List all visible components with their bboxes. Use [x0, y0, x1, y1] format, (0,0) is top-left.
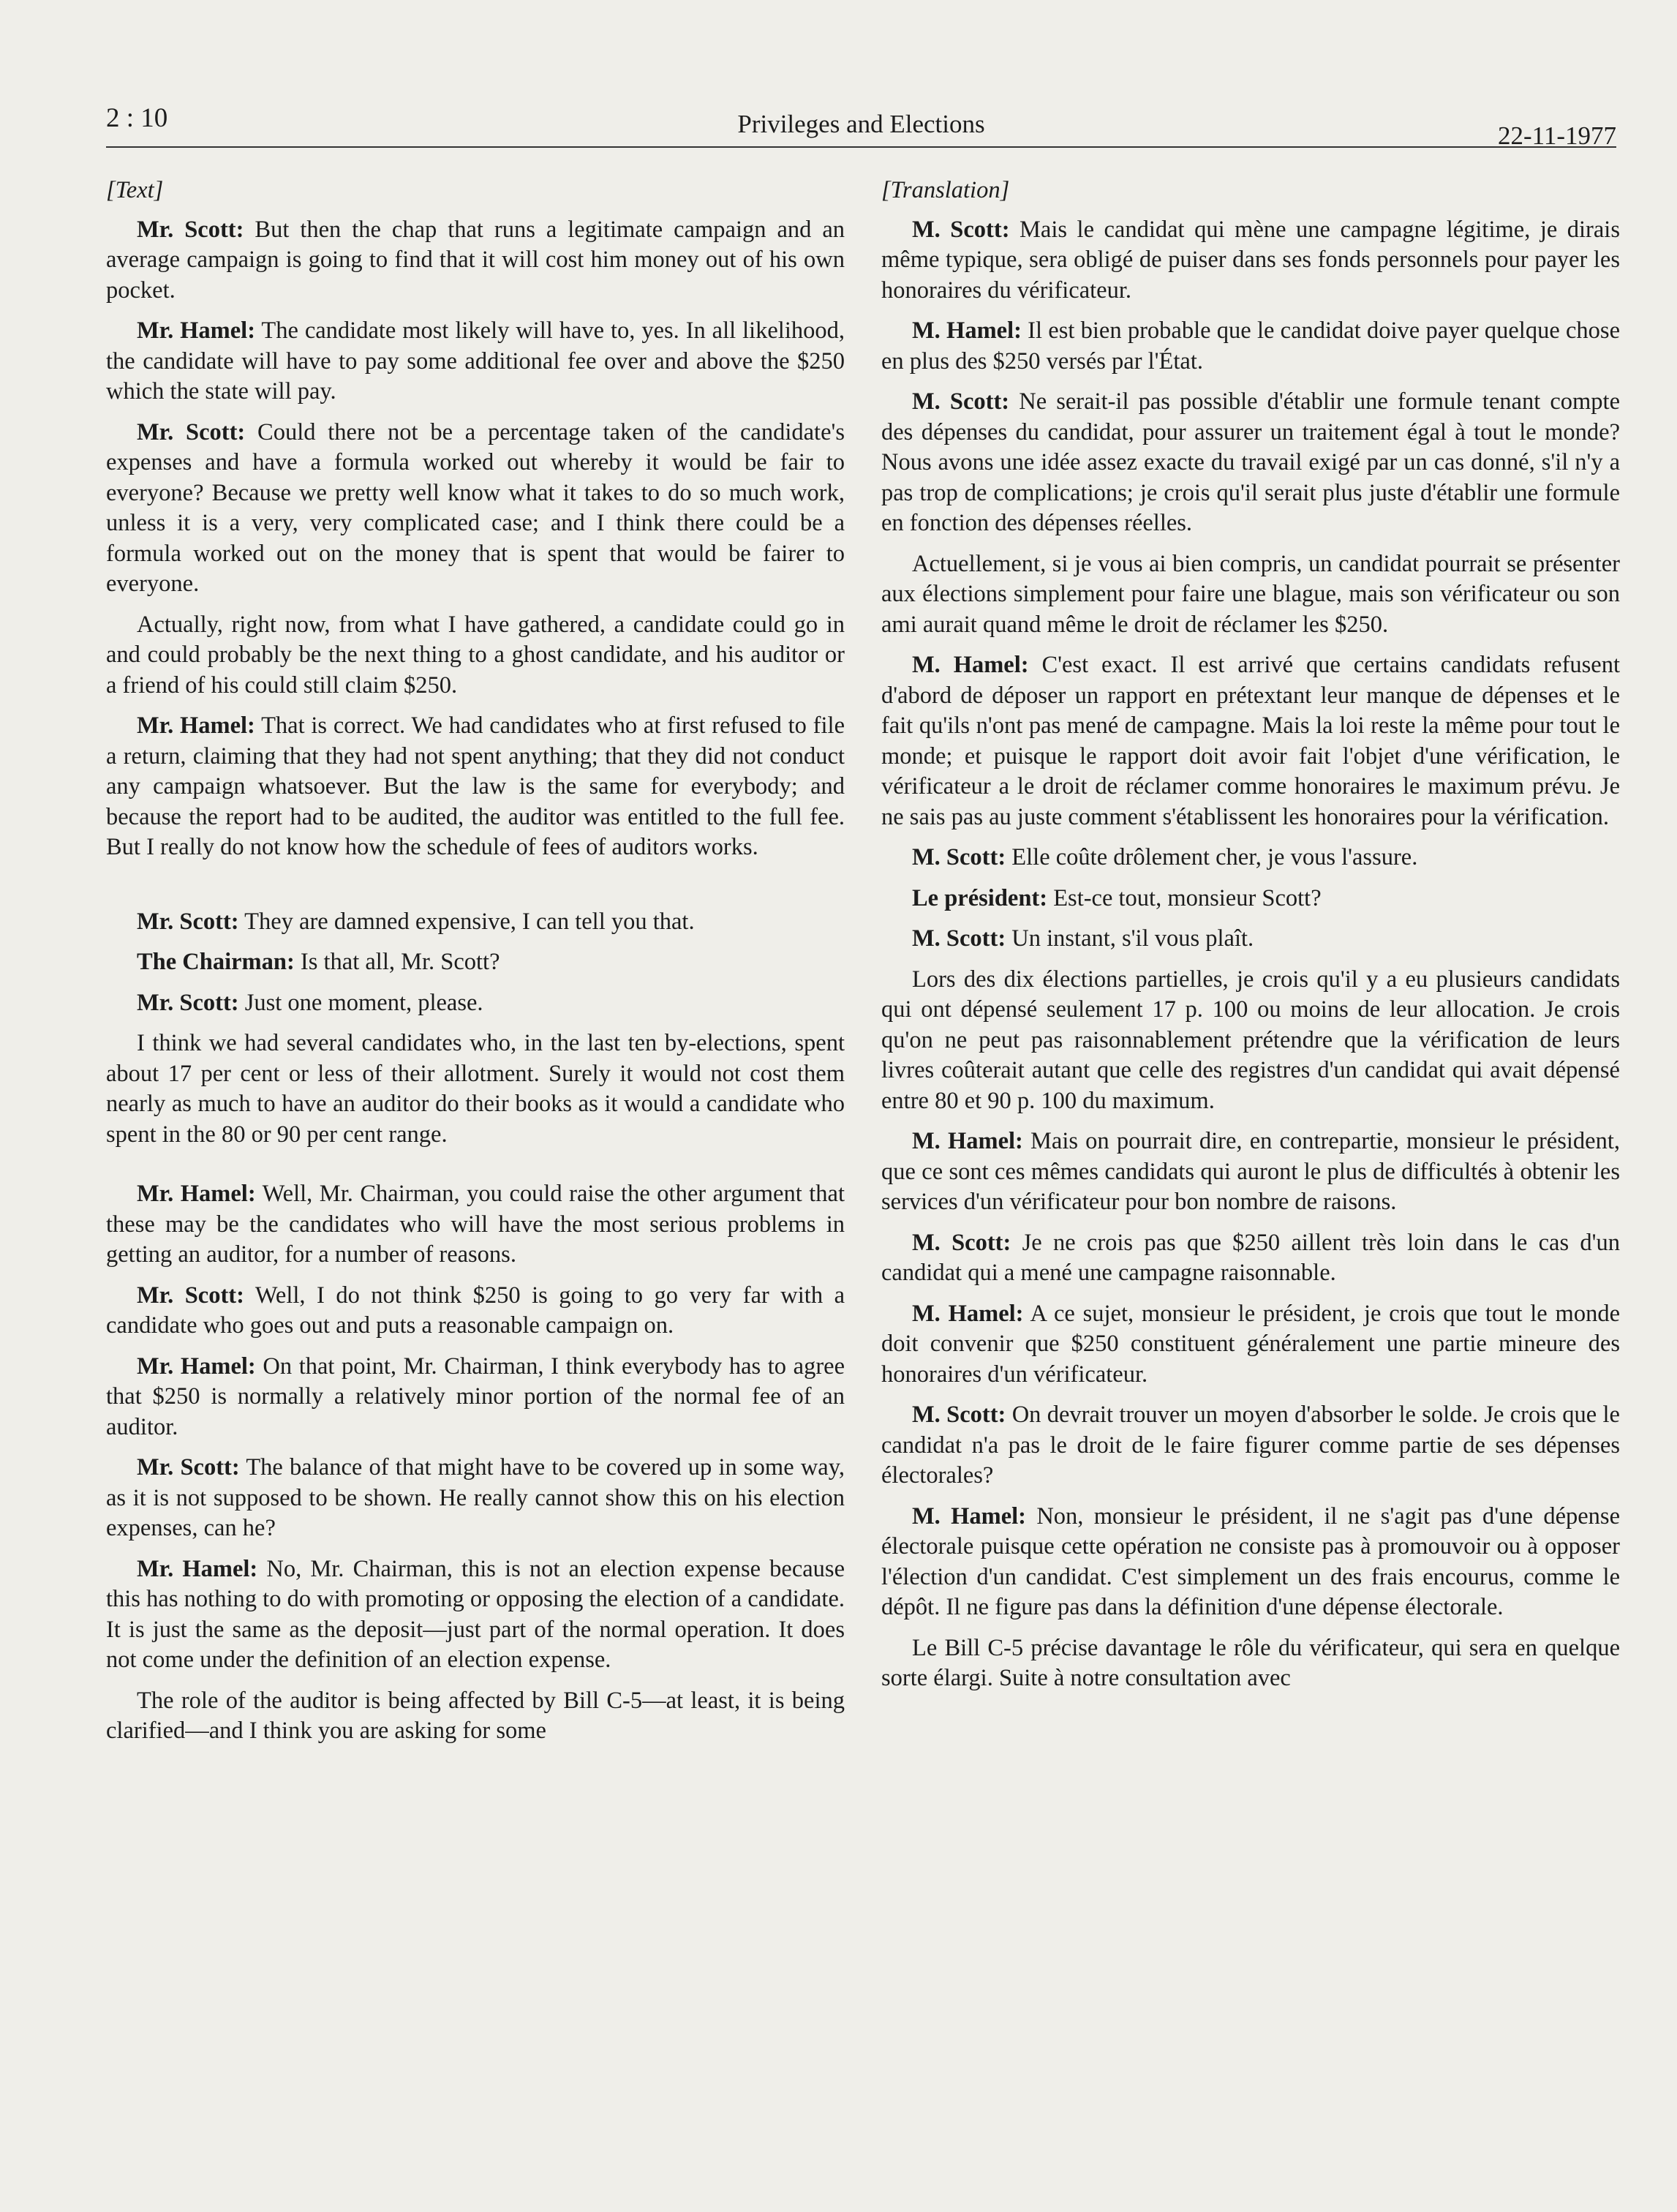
paragraph	[106, 1554, 845, 1676]
paragraph	[881, 549, 1620, 641]
paragraph-text: Actuellement, si je vous ai bien compris, un candidat pourrait se présenter aux élections simplement pour faire une blague, mais son vérificateur ou son ami aurait quand même le droit de réclamer les $250.	[881, 550, 1620, 638]
paragraph-text: Le Bill C-5 précise davantage le rôle du vérificateur, qui sera en quelque sorte élargi. Suite à notre consultation avec	[881, 1634, 1620, 1691]
paragraph-text: Est-ce tout, monsieur Scott?	[1047, 884, 1322, 911]
paragraph-text: The candidate most likely will have to, yes. In all likelihood, the candidate will have to pay some additional fee over and above the $250 which the state will pay.	[106, 317, 845, 405]
paragraph-text: Is that all, Mr. Scott?	[294, 949, 500, 975]
page-title: Privileges and Elections	[737, 110, 985, 138]
paragraph-text: A ce sujet, monsieur le président, je crois que tout le monde doit convenir que $250 constituent généralement une partie mineure des honoraires d'un vérificateur.	[881, 1300, 1620, 1388]
paragraph-text: They are damned expensive, I can tell you that.	[238, 908, 695, 935]
paragraph	[106, 1028, 845, 1150]
paragraph	[881, 843, 1620, 873]
paragraph	[881, 316, 1620, 377]
paragraph-text: Well, I do not think $250 is going to go very far with a candidate who goes out and puts a reasonable campaign on.	[106, 1282, 845, 1339]
paragraph-text: Mais le candidat qui mène une campagne légitime, je dirais même typique, sera obligé de puiser dans ses fonds personnels pour payer les honoraires du vérificateur.	[881, 216, 1620, 304]
paragraph	[881, 924, 1620, 955]
paragraph-text: No, Mr. Chairman, this is not an election expense because this has nothing to do with promoting or opposing the election of a candidate. It is just the same as the deposit—just part of the normal operation. It does not come under the definition of an election expense.	[106, 1555, 845, 1673]
paragraph	[881, 1126, 1620, 1218]
speaker: M. Scott:	[912, 844, 1006, 870]
page-date: 22-11-1977	[1497, 121, 1616, 150]
paragraph	[881, 1299, 1620, 1391]
page-number: 2 : 10	[106, 103, 168, 133]
paragraph	[106, 215, 845, 306]
speaker: M. Scott:	[912, 925, 1006, 952]
speaker: M. Scott:	[912, 1229, 1011, 1256]
paragraph-text: Mais on pourrait dire, en contrepartie, monsieur le président, que ce sont ces mêmes candidats qui auront le plus de difficultés à obtenir les services d'un vérificateur pour bon nombre de raisons.	[881, 1128, 1620, 1215]
paragraph	[106, 1281, 845, 1342]
speaker: M. Hamel:	[912, 1502, 1027, 1530]
speaker: Mr. Hamel:	[137, 1181, 256, 1207]
speaker: M. Scott:	[912, 216, 1010, 243]
paragraph	[106, 1179, 845, 1271]
paragraph-text: Je ne crois pas que $250 aillent très loin dans le cas d'un candidat qui a mené une campagne raisonnable.	[881, 1229, 1620, 1286]
speaker: Mr. Scott:	[137, 216, 244, 243]
speaker: Mr. Scott:	[137, 908, 239, 935]
paragraph	[881, 1633, 1620, 1694]
speaker: Mr. Hamel:	[137, 317, 256, 344]
paragraph	[106, 907, 845, 938]
column-label: [Translation]	[881, 177, 1010, 203]
paragraph-text: The role of the auditor is being affected by Bill C-5—at least, it is being clarified—and I think you are asking for some	[106, 1687, 845, 1744]
paragraph	[881, 387, 1620, 539]
speaker: Mr. Scott:	[137, 1454, 240, 1481]
paragraph-text: On that point, Mr. Chairman, I think everybody has to agree that $250 is normally a relatively minor portion of the normal fee of an auditor.	[106, 1353, 845, 1440]
speaker: The Chairman:	[137, 949, 295, 975]
speaker: M. Scott:	[912, 1402, 1006, 1428]
paragraph-text: Well, Mr. Chairman, you could raise the other argument that these may be the candidates who will have the most serious problems in getting an auditor, for a number of reasons.	[106, 1181, 845, 1268]
paragraph	[881, 1502, 1620, 1623]
paragraph	[106, 711, 845, 863]
paragraph	[881, 1228, 1620, 1289]
paragraph-text: Un instant, s'il vous plaît.	[1006, 925, 1254, 952]
speaker: M. Hamel:	[912, 1128, 1023, 1154]
speaker: Mr. Hamel:	[137, 1353, 256, 1380]
paragraph-text: Elle coûte drôlement cher, je vous l'assure.	[1006, 844, 1418, 870]
speaker: Le président:	[912, 884, 1048, 911]
paragraph-text: The balance of that might have to be covered up in some way, as it is not supposed to be shown. He really cannot show this on his election expenses, can he?	[106, 1454, 845, 1541]
paragraph	[106, 316, 845, 407]
paragraph	[106, 610, 845, 701]
speaker: Mr. Scott:	[137, 418, 246, 445]
paragraph-text: Just one moment, please.	[238, 989, 483, 1016]
paragraph-text: But then the chap that runs a legitimate campaign and an average campaign is going to find that it will cost him money out of his own pocket.	[106, 216, 845, 304]
paragraph-text: Ne serait-il pas possible d'établir une formule tenant compte des dépenses du candidat, pour assurer un traitement égal à tout le monde? Nous avons une idée assez exacte du travail exigé par un cas donné, s'il n'y a pas trop de complications; je crois qu'il serait plus juste d'établir une formule en fonction des dépenses réelles.	[881, 388, 1620, 536]
speaker: Mr. Scott:	[137, 989, 239, 1016]
paragraph	[881, 215, 1620, 306]
paragraph-text: On devrait trouver un moyen d'absorber le solde. Je crois que le candidat n'a pas le droit de le faire figurer comme partie de ses dépenses électorales?	[881, 1402, 1620, 1489]
paragraph	[106, 947, 845, 978]
column-label: [Text]	[106, 177, 164, 203]
english-column	[106, 176, 845, 1757]
french-column	[881, 176, 1620, 1704]
paragraph	[106, 988, 845, 1019]
paragraph-text: Could there not be a percentage taken of the candidate's expenses and have a formula worked out whereby it would be fair to everyone? Because we pretty well know what it takes to do so much work, unless it is a very, very complicated case; and I think there could be a formula worked out on the money that is spent that would be fairer to everyone.	[106, 418, 845, 597]
paragraph	[881, 965, 1620, 1117]
paragraph	[881, 650, 1620, 832]
paragraph-text: Non, monsieur le président, il ne s'agit pas d'une dépense électorale puisque cette opération ne consiste pas à promouvoir ou à opposer l'élection d'un candidat. C'est simplement un des frais encourus, comme le dépôt. Il ne figure pas dans la définition d'une dépense électorale.	[881, 1502, 1620, 1620]
paragraph-text: I think we had several candidates who, in the last ten by-elections, spent about 17 per cent or less of their allotment. Surely it would not cost them nearly as much to have an auditor do their books as it would a candidate who spent in the 80 or 90 per cent range.	[106, 1030, 845, 1148]
paragraph	[106, 418, 845, 600]
speaker: Mr. Scott:	[137, 1282, 244, 1309]
speaker: Mr. Hamel:	[137, 1555, 258, 1582]
paragraph	[881, 884, 1620, 914]
paragraph	[106, 1453, 845, 1544]
speaker: M. Scott:	[912, 388, 1010, 415]
speaker: Mr. Hamel:	[137, 712, 255, 739]
paragraph	[106, 1352, 845, 1443]
speaker: M. Hamel:	[912, 317, 1022, 344]
paragraph	[881, 1400, 1620, 1491]
speaker: M. Hamel:	[912, 1300, 1024, 1327]
speaker: M. Hamel:	[912, 652, 1029, 678]
paragraph-text: C'est exact. Il est arrivé que certains candidats refusent d'abord de déposer un rapport en prétextant leur manque de dépenses et le fait qu'ils n'ont pas mené de campagne. Mais la loi reste la même pour tout le monde; et puisque le rapport doit avoir fait l'objet d'une vérification, le vérificateur a le droit de réclamer comme honoraires le maximum prévu. Je ne sais pas au juste comment s'établissent les honoraires pour la vérification.	[881, 652, 1620, 830]
paragraph-text: That is correct. We had candidates who at first refused to file a return, claiming that they had not spent anything; that they did not conduct any campaign whatsoever. But the law is the same for everybody; and because the report had to be audited, the auditor was entitled to the full fee. But I really do not know how the schedule of fees of auditors works.	[106, 712, 845, 860]
paragraph-text: Lors des dix élections partielles, je crois qu'il y a eu plusieurs candidats qui ont dépensé seulement 17 p. 100 ou moins de leur allocation. Je crois qu'on ne peut pas raisonnablement prétendre que la vérification de leurs livres coûterait autant que celle des registres d'un candidat qui avait dépensé entre 80 et 90 p. 100 du maximum.	[881, 966, 1620, 1114]
paragraph-text: Il est bien probable que le candidat doive payer quelque chose en plus des $250 versés par l'État.	[881, 317, 1620, 375]
paragraph-text: Actually, right now, from what I have gathered, a candidate could go in and could probably be the next thing to a ghost candidate, and his auditor or a friend of his could still claim $250.	[106, 611, 845, 699]
paragraph	[106, 1686, 845, 1747]
page-header	[106, 102, 1616, 148]
